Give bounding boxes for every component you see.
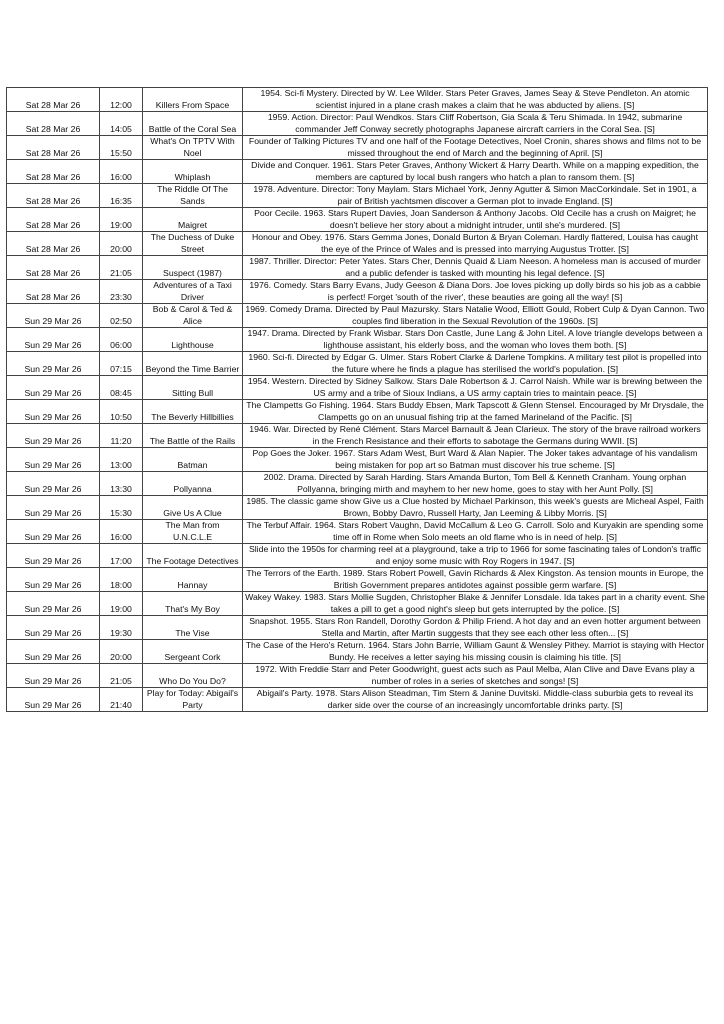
table-row — [7, 88, 708, 112]
table-row — [7, 256, 708, 280]
date-cell: Sat 28 Mar 26 — [7, 88, 100, 112]
date-cell: Sun 29 Mar 26 — [7, 616, 100, 640]
date-cell: Sun 29 Mar 26 — [7, 328, 100, 352]
table-row — [7, 352, 708, 376]
date-cell: Sun 29 Mar 26 — [7, 400, 100, 424]
description-cell: Founder of Talking Pictures TV and one half of the Footage Detectives, Noel Cronin, shares shows and films not to be missed throughout the end of March and the beginning of April. [S] — [243, 136, 708, 160]
time-cell: 20:00 — [100, 232, 143, 256]
title-cell: The Footage Detectives — [143, 544, 243, 568]
date-cell: Sat 28 Mar 26 — [7, 184, 100, 208]
title-cell: The Duchess of Duke Street — [143, 232, 243, 256]
table-row — [7, 568, 708, 592]
description-cell: 1954. Western. Directed by Sidney Salkow. Stars Dale Robertson & J. Carrol Naish. While war is brewing between the US army and a tribe of Sioux Indians, a US army captain tries to maintain peace. [S] — [243, 376, 708, 400]
date-cell: Sun 29 Mar 26 — [7, 640, 100, 664]
title-cell: Killers From Space — [143, 88, 243, 112]
title-cell: The Beverly Hillbillies — [143, 400, 243, 424]
description-cell: Snapshot. 1955. Stars Ron Randell, Dorothy Gordon & Philip Friend. A hot day and an even hotter argument between Stella and Martin, after Martin suggests that they see each other less often... [S] — [243, 616, 708, 640]
description-cell: Slide into the 1950s for charming reel at a playground, take a trip to 1966 for some fascinating tales of London's traffic and enjoy some music with Roy Rogers in 1947. [S] — [243, 544, 708, 568]
schedule-page — [6, 87, 708, 712]
date-cell: Sat 28 Mar 26 — [7, 280, 100, 304]
title-cell: Lighthouse — [143, 328, 243, 352]
date-cell: Sun 29 Mar 26 — [7, 448, 100, 472]
table-row — [7, 496, 708, 520]
table-row — [7, 544, 708, 568]
time-cell: 16:35 — [100, 184, 143, 208]
table-row — [7, 160, 708, 184]
description-cell: 1954. Sci-fi Mystery. Directed by W. Lee Wilder. Stars Peter Graves, James Seay & Steve Pendleton. An atomic scientist injured in a plane crash makes a claim that he was abducted by aliens. [S] — [243, 88, 708, 112]
time-cell: 13:30 — [100, 472, 143, 496]
time-cell: 17:00 — [100, 544, 143, 568]
table-row — [7, 616, 708, 640]
title-cell: That's My Boy — [143, 592, 243, 616]
title-cell: Sitting Bull — [143, 376, 243, 400]
title-cell: Whiplash — [143, 160, 243, 184]
table-row — [7, 640, 708, 664]
time-cell: 23:30 — [100, 280, 143, 304]
description-cell: 1947. Drama. Directed by Frank Wisbar. Stars Don Castle, June Lang & John Litel. A love triangle develops between a lighthouse assistant, his elderly boss, and the woman who loves them both. [S] — [243, 328, 708, 352]
time-cell: 20:00 — [100, 640, 143, 664]
table-row — [7, 472, 708, 496]
table-row — [7, 184, 708, 208]
title-cell: What's On TPTV With Noel — [143, 136, 243, 160]
description-cell: 1976. Comedy. Stars Barry Evans, Judy Geeson & Diana Dors. Joe loves picking up dolly birds so his job as a cabbie is perfect! Forget 'south of the river', these beauties are going all the way! [S] — [243, 280, 708, 304]
table-row — [7, 400, 708, 424]
date-cell: Sat 28 Mar 26 — [7, 112, 100, 136]
schedule-body — [7, 88, 708, 712]
time-cell: 15:30 — [100, 496, 143, 520]
description-cell: 1969. Comedy Drama. Directed by Paul Mazursky. Stars Natalie Wood, Elliott Gould, Robert Culp & Dyan Cannon. Two couples find liberation in the Sexual Revolution of the 1960s. [S] — [243, 304, 708, 328]
time-cell: 06:00 — [100, 328, 143, 352]
title-cell: Pollyanna — [143, 472, 243, 496]
time-cell: 11:20 — [100, 424, 143, 448]
description-cell: 1978. Adventure. Director: Tony Maylam. Stars Michael York, Jenny Agutter & Simon MacCorkindale. Set in 1901, a pair of British yachtsmen discover a German plot to invade England. [S] — [243, 184, 708, 208]
description-cell: 1987. Thriller. Director: Peter Yates. Stars Cher, Dennis Quaid & Liam Neeson. A homeless man is accused of murder and a public defender is tasked with mounting his legal defence. [S] — [243, 256, 708, 280]
title-cell: The Vise — [143, 616, 243, 640]
date-cell: Sat 28 Mar 26 — [7, 136, 100, 160]
date-cell: Sun 29 Mar 26 — [7, 592, 100, 616]
date-cell: Sun 29 Mar 26 — [7, 424, 100, 448]
description-cell: Honour and Obey. 1976. Stars Gemma Jones, Donald Burton & Bryan Coleman. Hardly flattered, Louisa has caught the eye of the Prince of Wales and is pressed into marrying Augustus Trotter. [S] — [243, 232, 708, 256]
table-row — [7, 376, 708, 400]
date-cell: Sun 29 Mar 26 — [7, 376, 100, 400]
date-cell: Sun 29 Mar 26 — [7, 496, 100, 520]
date-cell: Sun 29 Mar 26 — [7, 664, 100, 688]
description-cell: 1985. The classic game show Give us a Clue hosted by Michael Parkinson, this week's guests are Micheal Aspel, Faith Brown, Bobby Davro, Russell Harty, Jan Leeming & Libby Morris. [S] — [243, 496, 708, 520]
title-cell: Who Do You Do? — [143, 664, 243, 688]
table-row — [7, 280, 708, 304]
description-cell: 1960. Sci-fi. Directed by Edgar G. Ulmer. Stars Robert Clarke & Darlene Tompkins. A military test pilot is propelled into the future where he finds a plague has sterilised the world's population. [S] — [243, 352, 708, 376]
description-cell: Abigail's Party. 1978. Stars Alison Steadman, Tim Stern & Janine Duvitski. Middle-class suburbia gets to reveal its darker side over the course of an increasingly uncomfortable drinks party. [S] — [243, 688, 708, 712]
description-cell: 2002. Drama. Directed by Sarah Harding. Stars Amanda Burton, Tom Bell & Kenneth Cranham. Young orphan Pollyanna, bringing mirth and mayhem to her new home, goes to stay with her Aunt Polly. [S] — [243, 472, 708, 496]
date-cell: Sat 28 Mar 26 — [7, 160, 100, 184]
time-cell: 21:05 — [100, 664, 143, 688]
time-cell: 13:00 — [100, 448, 143, 472]
time-cell: 10:50 — [100, 400, 143, 424]
table-row — [7, 520, 708, 544]
table-row — [7, 208, 708, 232]
description-cell: The Terrors of the Earth. 1989. Stars Robert Powell, Gavin Richards & Alex Kingston. As tension mounts in Europe, the British Government prepares antidotes against possible germ warfare. [S] — [243, 568, 708, 592]
description-cell: The Clampetts Go Fishing. 1964. Stars Buddy Ebsen, Mark Tapscott & Glenn Stensel. Encouraged by Mr Drysdale, the Clampetts go on an unusual fishing trip at the famed Marineland of the Pacific. [S] — [243, 400, 708, 424]
time-cell: 18:00 — [100, 568, 143, 592]
date-cell: Sat 28 Mar 26 — [7, 232, 100, 256]
date-cell: Sun 29 Mar 26 — [7, 688, 100, 712]
time-cell: 16:00 — [100, 520, 143, 544]
description-cell: Poor Cecile. 1963. Stars Rupert Davies, Joan Sanderson & Anthony Jacobs. Old Cecile has a crush on Maigret; he doesn't believe her story about a midnight intruder, until she's murdered. [S] — [243, 208, 708, 232]
time-cell: 15:50 — [100, 136, 143, 160]
title-cell: Sergeant Cork — [143, 640, 243, 664]
date-cell: Sun 29 Mar 26 — [7, 544, 100, 568]
table-row — [7, 592, 708, 616]
description-cell: Pop Goes the Joker. 1967. Stars Adam West, Burt Ward & Alan Napier. The Joker takes advantage of his vandalism being mistaken for pop art so Batman must discover his true scheme. [S] — [243, 448, 708, 472]
description-cell: The Terbuf Affair. 1964. Stars Robert Vaughn, David McCallum & Leo G. Carroll. Solo and Kuryakin are spending some time off in Rome when Solo meets an old flame who is in need of help. [S] — [243, 520, 708, 544]
table-row — [7, 304, 708, 328]
table-row — [7, 112, 708, 136]
description-cell: Divide and Conquer. 1961. Stars Peter Graves, Anthony Wickert & Harry Dearth. While on a mapping expedition, the members are captured by local bush rangers who hatch a plan to ransom them. [S] — [243, 160, 708, 184]
title-cell: Adventures of a Taxi Driver — [143, 280, 243, 304]
time-cell: 08:45 — [100, 376, 143, 400]
table-row — [7, 328, 708, 352]
title-cell: Maigret — [143, 208, 243, 232]
time-cell: 19:00 — [100, 208, 143, 232]
table-row — [7, 136, 708, 160]
description-cell: 1972. With Freddie Starr and Peter Goodwright, guest acts such as Paul Melba, Alan Clive and Dave Evans play a number of roles in a series of sketches and songs! [S] — [243, 664, 708, 688]
time-cell: 21:05 — [100, 256, 143, 280]
description-cell: 1946. War. Directed by René Clément. Stars Marcel Barnault & Jean Clarieux. The story of the brave railroad workers in the French Resistance and their efforts to sabotage the Germans during WWII. [S] — [243, 424, 708, 448]
date-cell: Sat 28 Mar 26 — [7, 256, 100, 280]
title-cell: Suspect (1987) — [143, 256, 243, 280]
time-cell: 02:50 — [100, 304, 143, 328]
table-row — [7, 232, 708, 256]
title-cell: Hannay — [143, 568, 243, 592]
title-cell: Battle of the Coral Sea — [143, 112, 243, 136]
title-cell: The Battle of the Rails — [143, 424, 243, 448]
title-cell: Bob & Carol & Ted & Alice — [143, 304, 243, 328]
date-cell: Sun 29 Mar 26 — [7, 568, 100, 592]
title-cell: Beyond the Time Barrier — [143, 352, 243, 376]
time-cell: 21:40 — [100, 688, 143, 712]
title-cell: Play for Today: Abigail's Party — [143, 688, 243, 712]
date-cell: Sun 29 Mar 26 — [7, 520, 100, 544]
time-cell: 19:30 — [100, 616, 143, 640]
description-cell: Wakey Wakey. 1983. Stars Mollie Sugden, Christopher Blake & Jennifer Lonsdale. Ida takes part in a charity event. She takes a pill to get a good night's sleep but gets interrupted by the police. [S] — [243, 592, 708, 616]
title-cell: Batman — [143, 448, 243, 472]
title-cell: Give Us A Clue — [143, 496, 243, 520]
time-cell: 12:00 — [100, 88, 143, 112]
description-cell: 1959. Action. Director: Paul Wendkos. Stars Cliff Robertson, Gia Scala & Teru Shimada. In 1942, submarine commander Jeff Conway secretly photographs Japanese aircraft carriers in the Coral Sea. [S] — [243, 112, 708, 136]
title-cell: The Riddle Of The Sands — [143, 184, 243, 208]
time-cell: 16:00 — [100, 160, 143, 184]
title-cell: The Man from U.N.C.L.E — [143, 520, 243, 544]
table-row — [7, 688, 708, 712]
table-row — [7, 664, 708, 688]
time-cell: 19:00 — [100, 592, 143, 616]
table-row — [7, 424, 708, 448]
date-cell: Sat 28 Mar 26 — [7, 208, 100, 232]
description-cell: The Case of the Hero's Return. 1964. Stars John Barrie, William Gaunt & Wensley Pithey. Marriot is staying with Hector Bundy. He receives a letter saying his missing cousin is claiming his title. [S] — [243, 640, 708, 664]
time-cell: 14:05 — [100, 112, 143, 136]
date-cell: Sun 29 Mar 26 — [7, 352, 100, 376]
time-cell: 07:15 — [100, 352, 143, 376]
schedule-table — [6, 87, 708, 712]
date-cell: Sun 29 Mar 26 — [7, 304, 100, 328]
table-row — [7, 448, 708, 472]
date-cell: Sun 29 Mar 26 — [7, 472, 100, 496]
